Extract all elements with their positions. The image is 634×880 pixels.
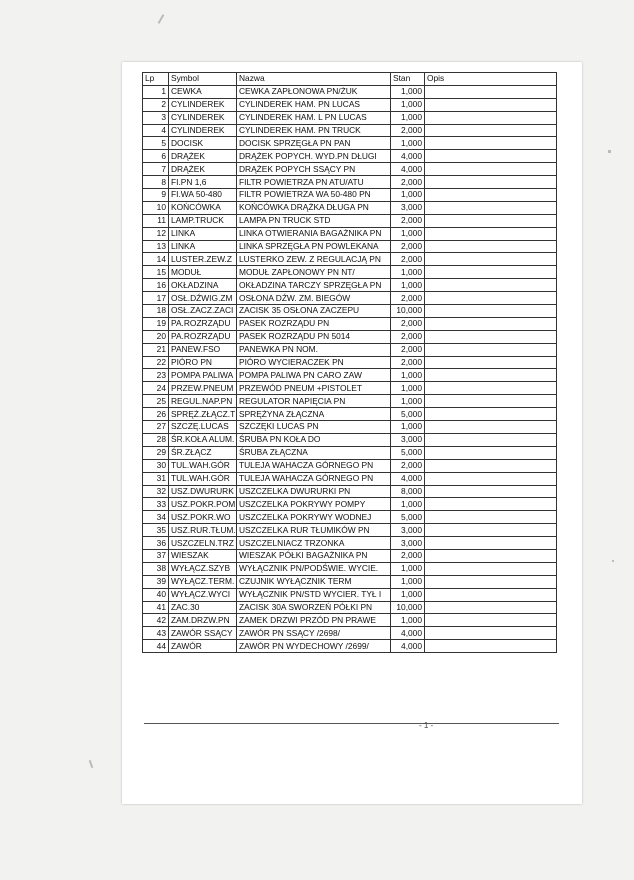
cell-lp: 8 bbox=[143, 176, 169, 189]
header-lp: Lp bbox=[143, 73, 169, 86]
cell-stan: 3,000 bbox=[391, 433, 425, 446]
table-row bbox=[143, 111, 557, 124]
cell-symbol: PANEW.FSO bbox=[169, 343, 237, 356]
cell-opis bbox=[425, 85, 557, 98]
cell-opis bbox=[425, 253, 557, 266]
cell-symbol: USZCZELN.TRZ bbox=[169, 537, 237, 550]
cell-nazwa: FILTR POWIETRZA PN ATU/ATU bbox=[237, 176, 391, 189]
cell-opis bbox=[425, 640, 557, 653]
cell-symbol: USZ.POKR.POM bbox=[169, 498, 237, 511]
table-row bbox=[143, 408, 557, 421]
cell-lp: 1 bbox=[143, 85, 169, 98]
table-row bbox=[143, 176, 557, 189]
table-row bbox=[143, 472, 557, 485]
cell-lp: 35 bbox=[143, 524, 169, 537]
cell-symbol: KOŃCÓWKA bbox=[169, 201, 237, 214]
cell-lp: 40 bbox=[143, 588, 169, 601]
cell-lp: 7 bbox=[143, 163, 169, 176]
inventory-table bbox=[142, 72, 557, 653]
cell-stan: 1,000 bbox=[391, 382, 425, 395]
cell-lp: 23 bbox=[143, 369, 169, 382]
cell-lp: 25 bbox=[143, 395, 169, 408]
table-row bbox=[143, 549, 557, 562]
table-row bbox=[143, 317, 557, 330]
table-row bbox=[143, 640, 557, 653]
cell-nazwa: MODUŁ ZAPŁONOWY PN NT/ bbox=[237, 266, 391, 279]
table-row bbox=[143, 292, 557, 305]
cell-stan: 1,000 bbox=[391, 575, 425, 588]
cell-symbol: POMPA PALIWA bbox=[169, 369, 237, 382]
header-stan: Stan bbox=[391, 73, 425, 86]
cell-opis bbox=[425, 408, 557, 421]
cell-stan: 4,000 bbox=[391, 627, 425, 640]
cell-opis bbox=[425, 266, 557, 279]
cell-opis bbox=[425, 459, 557, 472]
table-row bbox=[143, 201, 557, 214]
cell-symbol: TUL.WAH.GÓR bbox=[169, 472, 237, 485]
table-row bbox=[143, 485, 557, 498]
cell-stan: 2,000 bbox=[391, 176, 425, 189]
table-row bbox=[143, 98, 557, 111]
cell-lp: 12 bbox=[143, 227, 169, 240]
table-row bbox=[143, 240, 557, 253]
cell-nazwa: USZCZELNIACZ TRZONKA bbox=[237, 537, 391, 550]
table-row bbox=[143, 266, 557, 279]
table-row bbox=[143, 614, 557, 627]
table-row bbox=[143, 382, 557, 395]
cell-stan: 1,000 bbox=[391, 498, 425, 511]
cell-stan: 2,000 bbox=[391, 214, 425, 227]
cell-opis bbox=[425, 330, 557, 343]
cell-stan: 4,000 bbox=[391, 640, 425, 653]
cell-nazwa: WIESZAK PÓŁKI BAGAŻNIKA PN bbox=[237, 549, 391, 562]
cell-nazwa: DRĄŻEK POPYCH. WYD.PN DŁUGI bbox=[237, 150, 391, 163]
table-row bbox=[143, 562, 557, 575]
cell-opis bbox=[425, 356, 557, 369]
cell-nazwa: CYLINDEREK HAM. L PN LUCAS bbox=[237, 111, 391, 124]
cell-lp: 33 bbox=[143, 498, 169, 511]
cell-nazwa: TULEJA WAHACZA GÓRNEGO PN bbox=[237, 459, 391, 472]
cell-symbol: WYŁĄCZ.TERM. bbox=[169, 575, 237, 588]
cell-lp: 4 bbox=[143, 124, 169, 137]
cell-nazwa: SPRĘŻYNA ZŁĄCZNA bbox=[237, 408, 391, 421]
cell-nazwa: OKŁADZINA TARCZY SPRZĘGŁA PN bbox=[237, 279, 391, 292]
cell-symbol: CYLINDEREK bbox=[169, 98, 237, 111]
table-row bbox=[143, 588, 557, 601]
table-row bbox=[143, 253, 557, 266]
table-row bbox=[143, 511, 557, 524]
cell-lp: 28 bbox=[143, 433, 169, 446]
cell-opis bbox=[425, 601, 557, 614]
cell-lp: 29 bbox=[143, 446, 169, 459]
cell-symbol: CYLINDEREK bbox=[169, 111, 237, 124]
cell-nazwa: USZCZELKA RUR TŁUMIKÓW PN bbox=[237, 524, 391, 537]
cell-lp: 21 bbox=[143, 343, 169, 356]
cell-lp: 14 bbox=[143, 253, 169, 266]
cell-lp: 11 bbox=[143, 214, 169, 227]
cell-stan: 1,000 bbox=[391, 111, 425, 124]
cell-nazwa: LINKA OTWIERANIA BAGAŻNIKA PN bbox=[237, 227, 391, 240]
cell-lp: 43 bbox=[143, 627, 169, 640]
scan-speck bbox=[612, 560, 614, 562]
cell-stan: 10,000 bbox=[391, 305, 425, 318]
cell-opis bbox=[425, 124, 557, 137]
cell-stan: 4,000 bbox=[391, 163, 425, 176]
cell-stan: 2,000 bbox=[391, 356, 425, 369]
cell-symbol: LINKA bbox=[169, 240, 237, 253]
cell-opis bbox=[425, 98, 557, 111]
cell-stan: 1,000 bbox=[391, 227, 425, 240]
cell-nazwa: TULEJA WAHACZA GÓRNEGO PN bbox=[237, 472, 391, 485]
table-row bbox=[143, 395, 557, 408]
cell-lp: 20 bbox=[143, 330, 169, 343]
cell-lp: 22 bbox=[143, 356, 169, 369]
cell-stan: 1,000 bbox=[391, 369, 425, 382]
cell-opis bbox=[425, 227, 557, 240]
cell-nazwa: PIÓRO WYCIERACZEK PN bbox=[237, 356, 391, 369]
cell-symbol: OKŁADZINA bbox=[169, 279, 237, 292]
cell-nazwa: ZAMEK DRZWI PRZÓD PN PRAWE bbox=[237, 614, 391, 627]
cell-nazwa: ZAWÓR PN SSĄCY /2698/ bbox=[237, 627, 391, 640]
cell-stan: 2,000 bbox=[391, 292, 425, 305]
cell-lp: 44 bbox=[143, 640, 169, 653]
cell-opis bbox=[425, 421, 557, 434]
cell-symbol: ZAC.30 bbox=[169, 601, 237, 614]
cell-stan: 4,000 bbox=[391, 472, 425, 485]
scan-speck bbox=[158, 14, 165, 24]
header-nazwa: Nazwa bbox=[237, 73, 391, 86]
cell-symbol: MODUŁ bbox=[169, 266, 237, 279]
cell-opis bbox=[425, 537, 557, 550]
cell-nazwa: KOŃCÓWKA DRĄŻKA DŁUGA PN bbox=[237, 201, 391, 214]
cell-opis bbox=[425, 614, 557, 627]
cell-stan: 5,000 bbox=[391, 446, 425, 459]
cell-symbol: PA.ROZRZĄDU bbox=[169, 317, 237, 330]
cell-nazwa: FILTR POWIETRZA WA 50-480 PN bbox=[237, 189, 391, 202]
cell-nazwa: ŚRUBA ZŁĄCZNA bbox=[237, 446, 391, 459]
header-symbol: Symbol bbox=[169, 73, 237, 86]
cell-stan: 2,000 bbox=[391, 253, 425, 266]
document-page bbox=[122, 62, 582, 804]
cell-symbol: REGUL.NAP.PN bbox=[169, 395, 237, 408]
cell-lp: 10 bbox=[143, 201, 169, 214]
cell-symbol: OSŁ.ZACZ.ZACI bbox=[169, 305, 237, 318]
table-row bbox=[143, 446, 557, 459]
cell-opis bbox=[425, 549, 557, 562]
cell-symbol: PRZEW.PNEUM bbox=[169, 382, 237, 395]
cell-lp: 27 bbox=[143, 421, 169, 434]
cell-nazwa: REGULATOR NAPIĘCIA PN bbox=[237, 395, 391, 408]
cell-symbol: TUL.WAH.GÓR bbox=[169, 459, 237, 472]
cell-lp: 17 bbox=[143, 292, 169, 305]
cell-opis bbox=[425, 446, 557, 459]
cell-opis bbox=[425, 214, 557, 227]
table-row bbox=[143, 459, 557, 472]
cell-stan: 1,000 bbox=[391, 137, 425, 150]
cell-opis bbox=[425, 382, 557, 395]
cell-lp: 34 bbox=[143, 511, 169, 524]
cell-symbol: SPRĘŻ.ZŁĄCZ.T bbox=[169, 408, 237, 421]
cell-nazwa: USZCZELKA POKRYWY POMPY bbox=[237, 498, 391, 511]
cell-lp: 30 bbox=[143, 459, 169, 472]
cell-opis bbox=[425, 369, 557, 382]
cell-opis bbox=[425, 343, 557, 356]
cell-lp: 37 bbox=[143, 549, 169, 562]
cell-stan: 2,000 bbox=[391, 240, 425, 253]
cell-nazwa: LAMPA PN TRUCK STD bbox=[237, 214, 391, 227]
cell-nazwa: POMPA PALIWA PN CARO ZAW bbox=[237, 369, 391, 382]
cell-symbol: USZ.DWURURK bbox=[169, 485, 237, 498]
table-row bbox=[143, 433, 557, 446]
cell-symbol: CEWKA bbox=[169, 85, 237, 98]
cell-stan: 1,000 bbox=[391, 189, 425, 202]
cell-lp: 3 bbox=[143, 111, 169, 124]
cell-nazwa: CYLINDEREK HAM. PN TRUCK bbox=[237, 124, 391, 137]
cell-opis bbox=[425, 279, 557, 292]
table-row bbox=[143, 305, 557, 318]
cell-stan: 1,000 bbox=[391, 395, 425, 408]
cell-opis bbox=[425, 150, 557, 163]
cell-stan: 1,000 bbox=[391, 85, 425, 98]
cell-stan: 10,000 bbox=[391, 601, 425, 614]
cell-opis bbox=[425, 395, 557, 408]
cell-stan: 2,000 bbox=[391, 330, 425, 343]
cell-stan: 3,000 bbox=[391, 201, 425, 214]
cell-lp: 6 bbox=[143, 150, 169, 163]
cell-nazwa: OSŁONA DŹW. ZM. BIEGÓW bbox=[237, 292, 391, 305]
cell-lp: 13 bbox=[143, 240, 169, 253]
cell-stan: 2,000 bbox=[391, 549, 425, 562]
cell-opis bbox=[425, 201, 557, 214]
cell-stan: 5,000 bbox=[391, 511, 425, 524]
cell-nazwa: PASEK ROZRZĄDU PN bbox=[237, 317, 391, 330]
cell-lp: 38 bbox=[143, 562, 169, 575]
cell-stan: 1,000 bbox=[391, 562, 425, 575]
cell-nazwa: PASEK ROZRZĄDU PN 5014 bbox=[237, 330, 391, 343]
cell-nazwa: WYŁĄCZNIK PN/PODŚWIE. WYCIE. bbox=[237, 562, 391, 575]
cell-lp: 5 bbox=[143, 137, 169, 150]
cell-lp: 19 bbox=[143, 317, 169, 330]
cell-opis bbox=[425, 176, 557, 189]
cell-nazwa: SZCZĘKI LUCAS PN bbox=[237, 421, 391, 434]
cell-opis bbox=[425, 511, 557, 524]
cell-symbol: DRĄŻEK bbox=[169, 163, 237, 176]
cell-opis bbox=[425, 305, 557, 318]
cell-symbol: ZAWÓR bbox=[169, 640, 237, 653]
cell-opis bbox=[425, 627, 557, 640]
table-row bbox=[143, 330, 557, 343]
table-row bbox=[143, 150, 557, 163]
cell-symbol: ŚR.ZŁĄCZ bbox=[169, 446, 237, 459]
cell-nazwa: ZAWÓR PN WYDECHOWY /2699/ bbox=[237, 640, 391, 653]
cell-opis bbox=[425, 163, 557, 176]
cell-symbol: LUSTER.ZEW.Z bbox=[169, 253, 237, 266]
cell-symbol: FI.PN 1,6 bbox=[169, 176, 237, 189]
cell-nazwa: USZCZELKA POKRYWY WODNEJ bbox=[237, 511, 391, 524]
table-row bbox=[143, 356, 557, 369]
cell-stan: 1,000 bbox=[391, 266, 425, 279]
table-row bbox=[143, 627, 557, 640]
cell-nazwa: PRZEWÓD PNEUM +PISTOLET bbox=[237, 382, 391, 395]
table-header-row bbox=[143, 73, 557, 86]
cell-opis bbox=[425, 137, 557, 150]
cell-opis bbox=[425, 562, 557, 575]
cell-symbol: WIESZAK bbox=[169, 549, 237, 562]
cell-stan: 3,000 bbox=[391, 537, 425, 550]
cell-opis bbox=[425, 588, 557, 601]
page-number: - 1 - bbox=[419, 721, 434, 730]
cell-symbol: ŚR.KOŁA ALUM. bbox=[169, 433, 237, 446]
header-opis: Opis bbox=[425, 73, 557, 86]
cell-stan: 2,000 bbox=[391, 459, 425, 472]
table-row bbox=[143, 524, 557, 537]
cell-stan: 2,000 bbox=[391, 343, 425, 356]
table-row bbox=[143, 601, 557, 614]
cell-nazwa: USZCZELKA DWURURKI PN bbox=[237, 485, 391, 498]
cell-stan: 1,000 bbox=[391, 98, 425, 111]
cell-nazwa: WYŁĄCZNIK PN/STD WYCIER. TYŁ I bbox=[237, 588, 391, 601]
cell-symbol: ZAWÓR SSĄCY bbox=[169, 627, 237, 640]
table-row bbox=[143, 163, 557, 176]
table-row bbox=[143, 214, 557, 227]
scan-speck bbox=[89, 760, 94, 768]
cell-lp: 26 bbox=[143, 408, 169, 421]
table-body bbox=[143, 85, 557, 652]
cell-lp: 39 bbox=[143, 575, 169, 588]
cell-lp: 42 bbox=[143, 614, 169, 627]
cell-nazwa: DRĄŻEK POPYCH SSĄCY PN bbox=[237, 163, 391, 176]
cell-opis bbox=[425, 317, 557, 330]
cell-symbol: DRĄŻEK bbox=[169, 150, 237, 163]
cell-symbol: PA.ROZRZĄDU bbox=[169, 330, 237, 343]
table-row bbox=[143, 227, 557, 240]
cell-nazwa: ŚRUBA PN KOŁA DO bbox=[237, 433, 391, 446]
cell-nazwa: CEWKA ZAPŁONOWA PN/ŻUK bbox=[237, 85, 391, 98]
table-row bbox=[143, 369, 557, 382]
cell-symbol: DOCISK bbox=[169, 137, 237, 150]
cell-symbol: SZCZĘ.LUCAS bbox=[169, 421, 237, 434]
cell-stan: 8,000 bbox=[391, 485, 425, 498]
cell-nazwa: ZACISK 30A SWORZEŃ PÓŁKI PN bbox=[237, 601, 391, 614]
cell-stan: 1,000 bbox=[391, 614, 425, 627]
table-row bbox=[143, 537, 557, 550]
cell-symbol: OSŁ.DŹWIG.ZM bbox=[169, 292, 237, 305]
cell-symbol: PIÓRO PN bbox=[169, 356, 237, 369]
cell-stan: 4,000 bbox=[391, 150, 425, 163]
table-row bbox=[143, 279, 557, 292]
cell-nazwa: ZACISK 35 OSŁONA ZACZEPU bbox=[237, 305, 391, 318]
cell-lp: 2 bbox=[143, 98, 169, 111]
cell-stan: 2,000 bbox=[391, 124, 425, 137]
cell-symbol: FI.WA 50-480 bbox=[169, 189, 237, 202]
cell-opis bbox=[425, 111, 557, 124]
cell-lp: 9 bbox=[143, 189, 169, 202]
cell-stan: 1,000 bbox=[391, 421, 425, 434]
cell-lp: 41 bbox=[143, 601, 169, 614]
cell-opis bbox=[425, 575, 557, 588]
cell-lp: 15 bbox=[143, 266, 169, 279]
cell-symbol: LAMP.TRUCK bbox=[169, 214, 237, 227]
table-row bbox=[143, 498, 557, 511]
cell-nazwa: PANEWKA PN NOM. bbox=[237, 343, 391, 356]
cell-opis bbox=[425, 524, 557, 537]
cell-stan: 1,000 bbox=[391, 588, 425, 601]
cell-nazwa: LINKA SPRZĘGŁA PN POWLEKANA bbox=[237, 240, 391, 253]
cell-stan: 1,000 bbox=[391, 279, 425, 292]
cell-nazwa: DOCISK SPRZĘGŁA PN PAN bbox=[237, 137, 391, 150]
cell-lp: 32 bbox=[143, 485, 169, 498]
cell-lp: 31 bbox=[143, 472, 169, 485]
footer-divider bbox=[144, 723, 559, 724]
cell-lp: 36 bbox=[143, 537, 169, 550]
cell-symbol: USZ.RUR.TŁUM. bbox=[169, 524, 237, 537]
cell-nazwa: LUSTERKO ZEW. Z REGULACJĄ PN bbox=[237, 253, 391, 266]
cell-symbol: WYŁĄCZ.WYCI bbox=[169, 588, 237, 601]
cell-opis bbox=[425, 292, 557, 305]
cell-lp: 16 bbox=[143, 279, 169, 292]
table-row bbox=[143, 343, 557, 356]
cell-opis bbox=[425, 240, 557, 253]
cell-nazwa: CYLINDEREK HAM. PN LUCAS bbox=[237, 98, 391, 111]
cell-opis bbox=[425, 433, 557, 446]
cell-symbol: USZ.POKR.WO bbox=[169, 511, 237, 524]
cell-lp: 18 bbox=[143, 305, 169, 318]
table-row bbox=[143, 421, 557, 434]
cell-stan: 2,000 bbox=[391, 317, 425, 330]
cell-symbol: LINKA bbox=[169, 227, 237, 240]
table-row bbox=[143, 124, 557, 137]
cell-lp: 24 bbox=[143, 382, 169, 395]
cell-symbol: ZAM.DRZW.PN bbox=[169, 614, 237, 627]
scan-speck bbox=[608, 150, 611, 153]
table-row bbox=[143, 137, 557, 150]
cell-opis bbox=[425, 498, 557, 511]
cell-symbol: WYŁĄCZ.SZYB bbox=[169, 562, 237, 575]
cell-symbol: CYLINDEREK bbox=[169, 124, 237, 137]
cell-opis bbox=[425, 485, 557, 498]
table-row bbox=[143, 189, 557, 202]
cell-opis bbox=[425, 189, 557, 202]
table-row bbox=[143, 575, 557, 588]
cell-stan: 3,000 bbox=[391, 524, 425, 537]
cell-opis bbox=[425, 472, 557, 485]
cell-nazwa: CZUJNIK WYŁĄCZNIK TERM bbox=[237, 575, 391, 588]
cell-stan: 5,000 bbox=[391, 408, 425, 421]
table-row bbox=[143, 85, 557, 98]
